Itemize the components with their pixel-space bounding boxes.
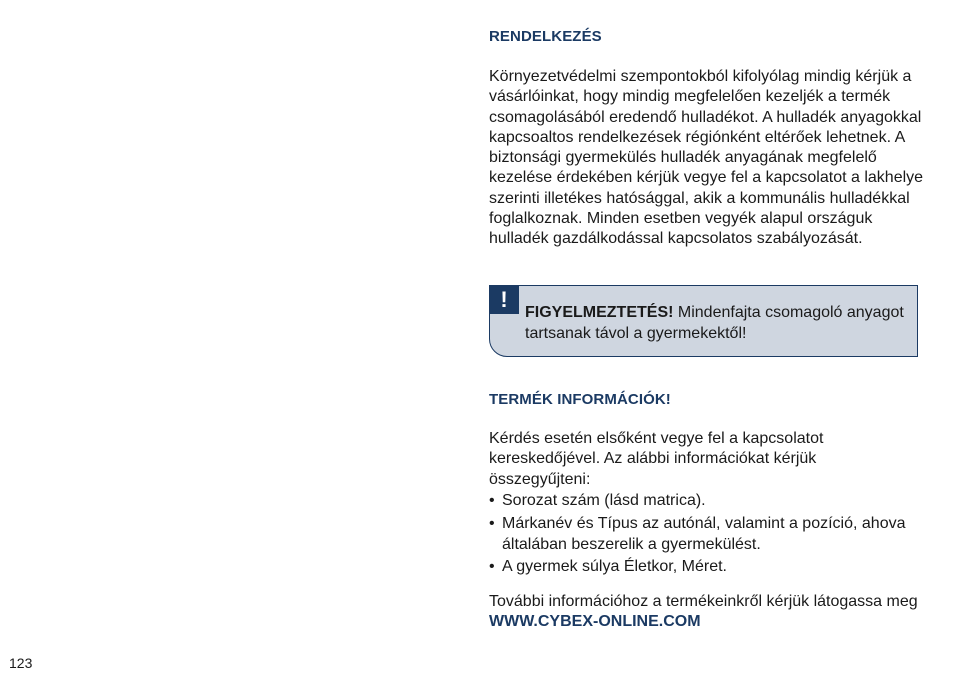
warning-label: FIGYELMEZTETÉS! [525,304,674,321]
warning-text [525,302,910,344]
disposal-heading: RENDELKEZÉS [489,28,602,45]
list-item: • Márkanév és Típus az autónál, valamint a pozíció, ahova általában beszerelik a gyermekülést. [489,513,924,555]
outro-text: További információhoz a termékeinkről kérjük látogassa meg [489,593,918,610]
product-info-heading: TERMÉK INFORMÁCIÓK! [489,391,671,408]
warning-message: Mindenfajta csomagoló anyagot tartsanak távol a gyermekektől! [525,304,904,342]
page-number: 123 [9,655,33,671]
website-link[interactable]: WWW.CYBEX-ONLINE.COM [489,613,701,631]
product-info-outro [489,592,919,633]
product-info-list [489,490,924,579]
disposal-paragraph: Környezetvédelmi szempontokból kifolyólag mindig kérjük a vásárlóinkat, hogy mindig megfelelően kezeljék a termék csomagolásából eredendő hulladékot. A hulladék anyagokkal kapcsoaltos rendelkezések régiónként eltérőek lehetnek. A biztonsági gyermekülés hulladék anyagának megfelelő kezelése érdekében kérjük vegye fel a kapcsolatot a lakhelye szerinti illetékes hatósággal, akik a kommunális hulladékkal foglalkoznak. Minden esetben vegyék alapul országuk hulladék gazdálkodással kapcsolatos szabályozását. [489,68,924,248]
list-item: • Sorozat szám (lásd matrica). [489,490,924,511]
exclamation-icon: ! [489,285,519,314]
list-item: • A gyermek súlya Életkor, Méret. [489,556,924,577]
product-info-intro: Kérdés esetén elsőként vegye fel a kapcsolatot kereskedőjével. Az alábbi információkat kérjük összegyűjteni: [489,430,824,488]
warning-box [489,285,918,357]
